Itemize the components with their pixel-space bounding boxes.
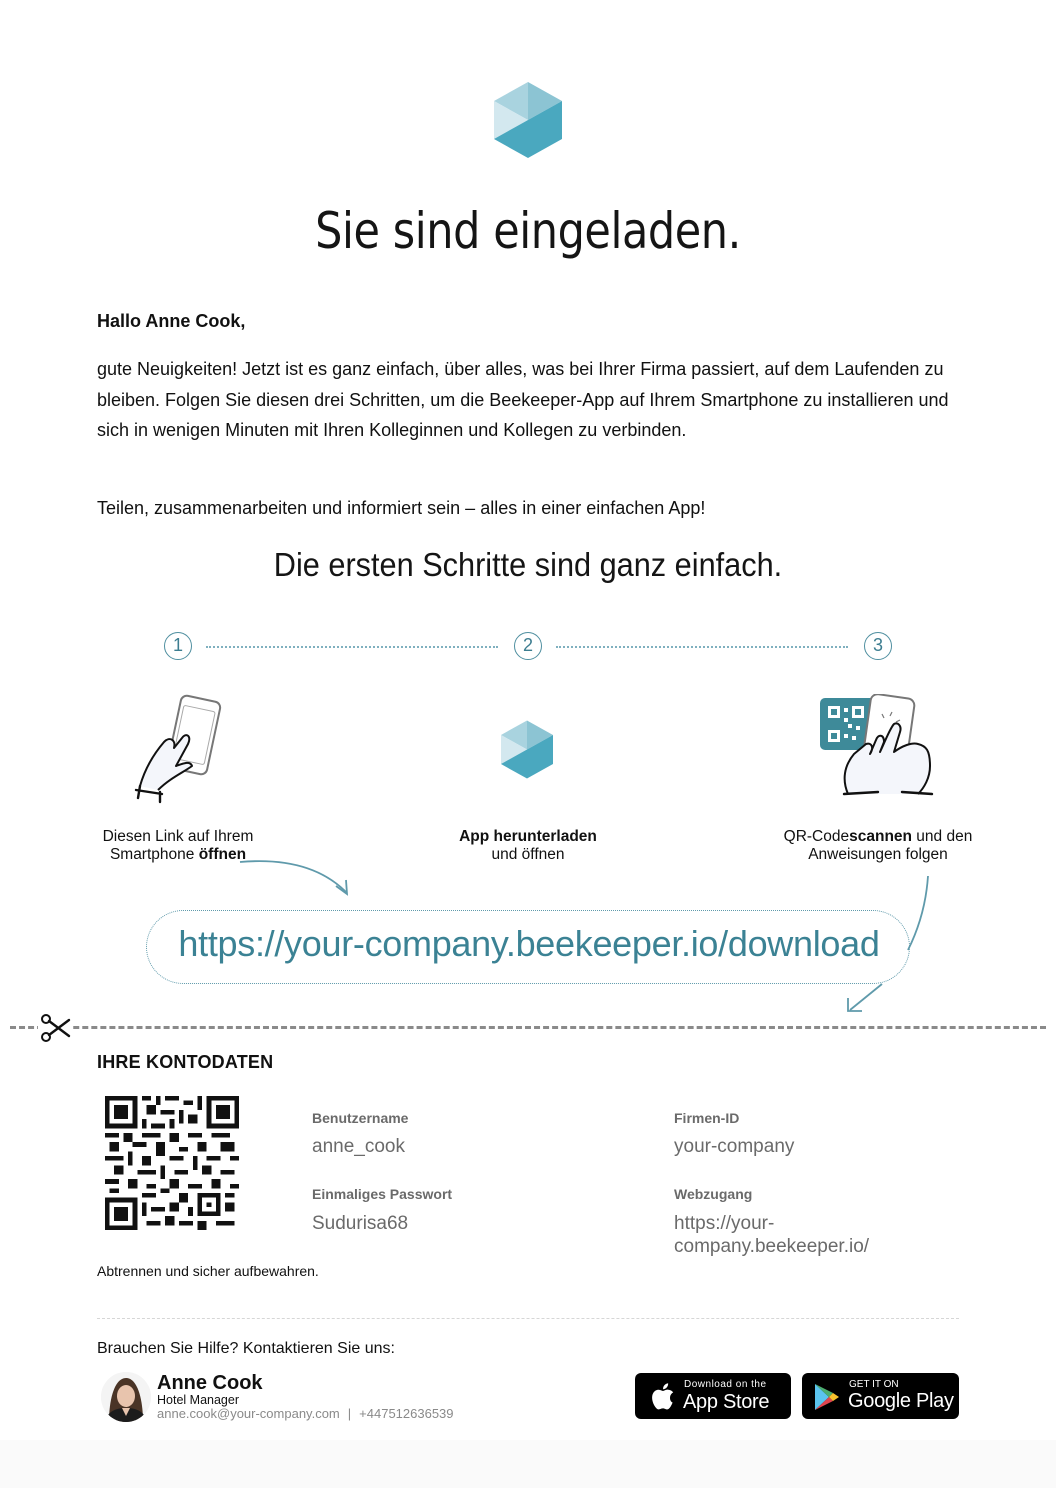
step-3-number: 3 (864, 632, 892, 660)
account-section-title: IHRE KONTODATEN (97, 1052, 274, 1072)
google-play-button[interactable] (802, 1373, 959, 1419)
google-play-small-text: GET IT ON (849, 1379, 899, 1390)
keep-safe-note: Abtrennen und sicher aufbewahren. (97, 1263, 319, 1279)
contact-phone[interactable]: +447512636539 (359, 1406, 454, 1421)
divider (97, 1318, 959, 1319)
contact-name: Anne Cook (157, 1372, 263, 1394)
step-3-caption: QR-Codescannen und den Anweisungen folgen (783, 828, 973, 863)
app-store-small-text: Download on the (684, 1379, 767, 1390)
step-1-number: 1 (164, 632, 192, 660)
app-store-button[interactable] (635, 1373, 791, 1419)
username-value: anne_cook (312, 1136, 405, 1157)
step-1-caption: Diesen Link auf Ihrem Smartphone öffnen (102, 828, 254, 863)
password-label: Einmaliges Passwort (312, 1186, 453, 1202)
steps-title: Die ersten Schritte sind ganz einfach. (273, 546, 783, 583)
company-id-label: Firmen-ID (674, 1110, 740, 1126)
person-photo-icon (101, 1372, 151, 1422)
google-play-icon (812, 1382, 842, 1412)
step-2-number: 2 (514, 632, 542, 660)
apple-icon (649, 1382, 675, 1412)
contact-details: anne.cook@your-company.com | +447512636539 (157, 1406, 454, 1421)
cut-line (10, 1026, 1046, 1029)
greeting: Hallo Anne Cook, (97, 311, 246, 331)
password-value: Sudurisa68 (312, 1213, 409, 1234)
contact-role: Hotel Manager (157, 1393, 239, 1407)
intro-paragraph: gute Neuigkeiten! Jetzt ist es ganz einfach, über alles, was bei Ihrer Firma passiert, auf dem Laufenden zu bleiben. Folgen Sie diesen drei Schritten, um die Beekeeper-App auf Ihrem Smartphone zu installieren und sich in wenigen Minuten mit Ihren Kolleginnen und Kollegen zu verbinden. (97, 359, 949, 440)
username-label: Benutzername (312, 1110, 409, 1126)
web-access-value[interactable]: https://your- company.beekeeper.io/ (674, 1213, 870, 1257)
step-2-caption: App herunterladen und öffnen (459, 828, 597, 863)
tagline-paragraph: Teilen, zusammenarbeiten und informiert sein – alles in einer einfachen App! (97, 498, 706, 518)
download-link[interactable]: https://your-company.beekeeper.io/download (178, 923, 880, 964)
scissors-icon (38, 1014, 72, 1042)
contact-email[interactable]: anne.cook@your-company.com (157, 1406, 340, 1421)
company-id-value: your-company (674, 1136, 795, 1157)
google-play-big-text: Google Play (848, 1390, 954, 1412)
app-store-big-text: App Store (683, 1391, 770, 1413)
help-text: Brauchen Sie Hilfe? Kontaktieren Sie uns: (97, 1340, 395, 1357)
page-title: Sie sind eingeladen. (315, 202, 741, 260)
bottom-band (0, 1440, 1056, 1488)
contact-avatar (101, 1372, 151, 1422)
web-access-label: Webzugang (674, 1186, 753, 1202)
download-link-box[interactable] (146, 910, 910, 984)
qr-code (104, 1096, 240, 1230)
